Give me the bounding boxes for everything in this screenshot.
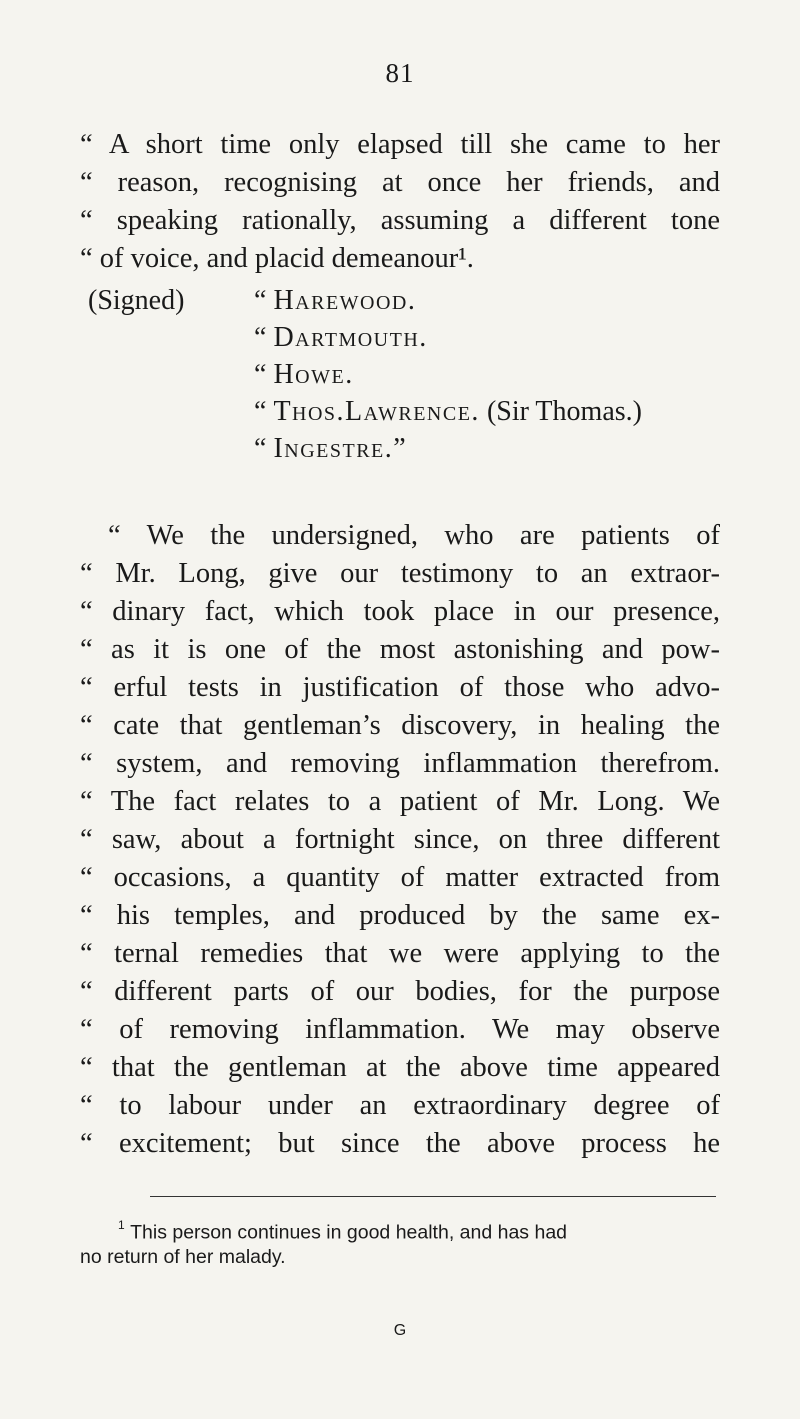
text-line: “ of voice, and placid demeanour¹. — [80, 243, 474, 274]
footnote-marker: 1 — [118, 1218, 125, 1232]
footnote-text: This person continues in good health, and has had — [130, 1221, 568, 1244]
quote-mark: “ — [254, 285, 267, 316]
quote-mark: “ — [254, 396, 267, 427]
text-line: “ different parts of our bodies, for the purpose — [80, 976, 720, 1007]
text-line: “ The fact relates to a patient of Mr. Long. We — [80, 786, 720, 817]
quote-mark: “ — [254, 359, 267, 390]
signatory-howe — [254, 357, 354, 393]
text-line: “ We the undersigned, who are patients of — [108, 520, 720, 551]
text-line: “ to labour under an extraordinary degree of — [80, 1090, 720, 1121]
text-line: “ reason, recognising at once her friends, and — [80, 167, 720, 198]
text-line: “ his temples, and produced by the same ex- — [80, 900, 720, 931]
text-line: “ as it is one of the most astonishing and pow- — [80, 634, 720, 665]
text-line: “ erful tests in justification of those who advo- — [80, 672, 720, 703]
quote-mark: “ — [254, 433, 267, 464]
signed-label: (Signed) — [88, 285, 185, 316]
signatory-harewood — [254, 283, 416, 319]
text-line: “ excitement; but since the above process he — [80, 1128, 720, 1159]
signature-mark: G — [393, 1322, 407, 1339]
signatory-name: Dartmouth. — [273, 322, 428, 353]
text-line: “ A short time only elapsed till she came to her — [80, 129, 720, 160]
signatory-ingestre — [254, 431, 406, 467]
text-line: “ saw, about a fortnight since, on three different — [80, 824, 720, 855]
signatory-dartmouth — [254, 320, 428, 356]
signatory-name: Harewood. — [273, 285, 417, 316]
text-line: “ system, and removing inflammation therefrom. — [80, 748, 720, 779]
page-number: 81 — [385, 58, 415, 88]
signatory-suffix: ” — [393, 433, 406, 464]
signatory-name: Thos.Lawrence. — [273, 396, 480, 427]
text-line: “ occasions, a quantity of matter extracted from — [80, 862, 720, 893]
text-line: “ ternal remedies that we were applying to the — [80, 938, 720, 969]
footnote-divider — [150, 1196, 716, 1197]
signatory-name: Howe. — [273, 359, 354, 390]
text-line: “ of removing inflammation. We may observe — [80, 1014, 720, 1045]
signatory-name: Ingestre. — [273, 433, 394, 464]
text-line: “ that the gentleman at the above time appeared — [80, 1052, 720, 1083]
signatory-suffix: (Sir Thomas.) — [479, 396, 642, 427]
footnote-line: no return of her malady. — [80, 1246, 286, 1268]
text-line: “ dinary fact, which took place in our presence, — [80, 596, 720, 627]
text-line: “ cate that gentleman’s discovery, in healing the — [80, 710, 720, 741]
text-line: “ Mr. Long, give our testimony to an extraor- — [80, 558, 720, 589]
quote-mark: “ — [254, 322, 267, 353]
text-line: “ speaking rationally, assuming a different tone — [80, 205, 720, 236]
signatory-lawrence — [254, 394, 642, 430]
